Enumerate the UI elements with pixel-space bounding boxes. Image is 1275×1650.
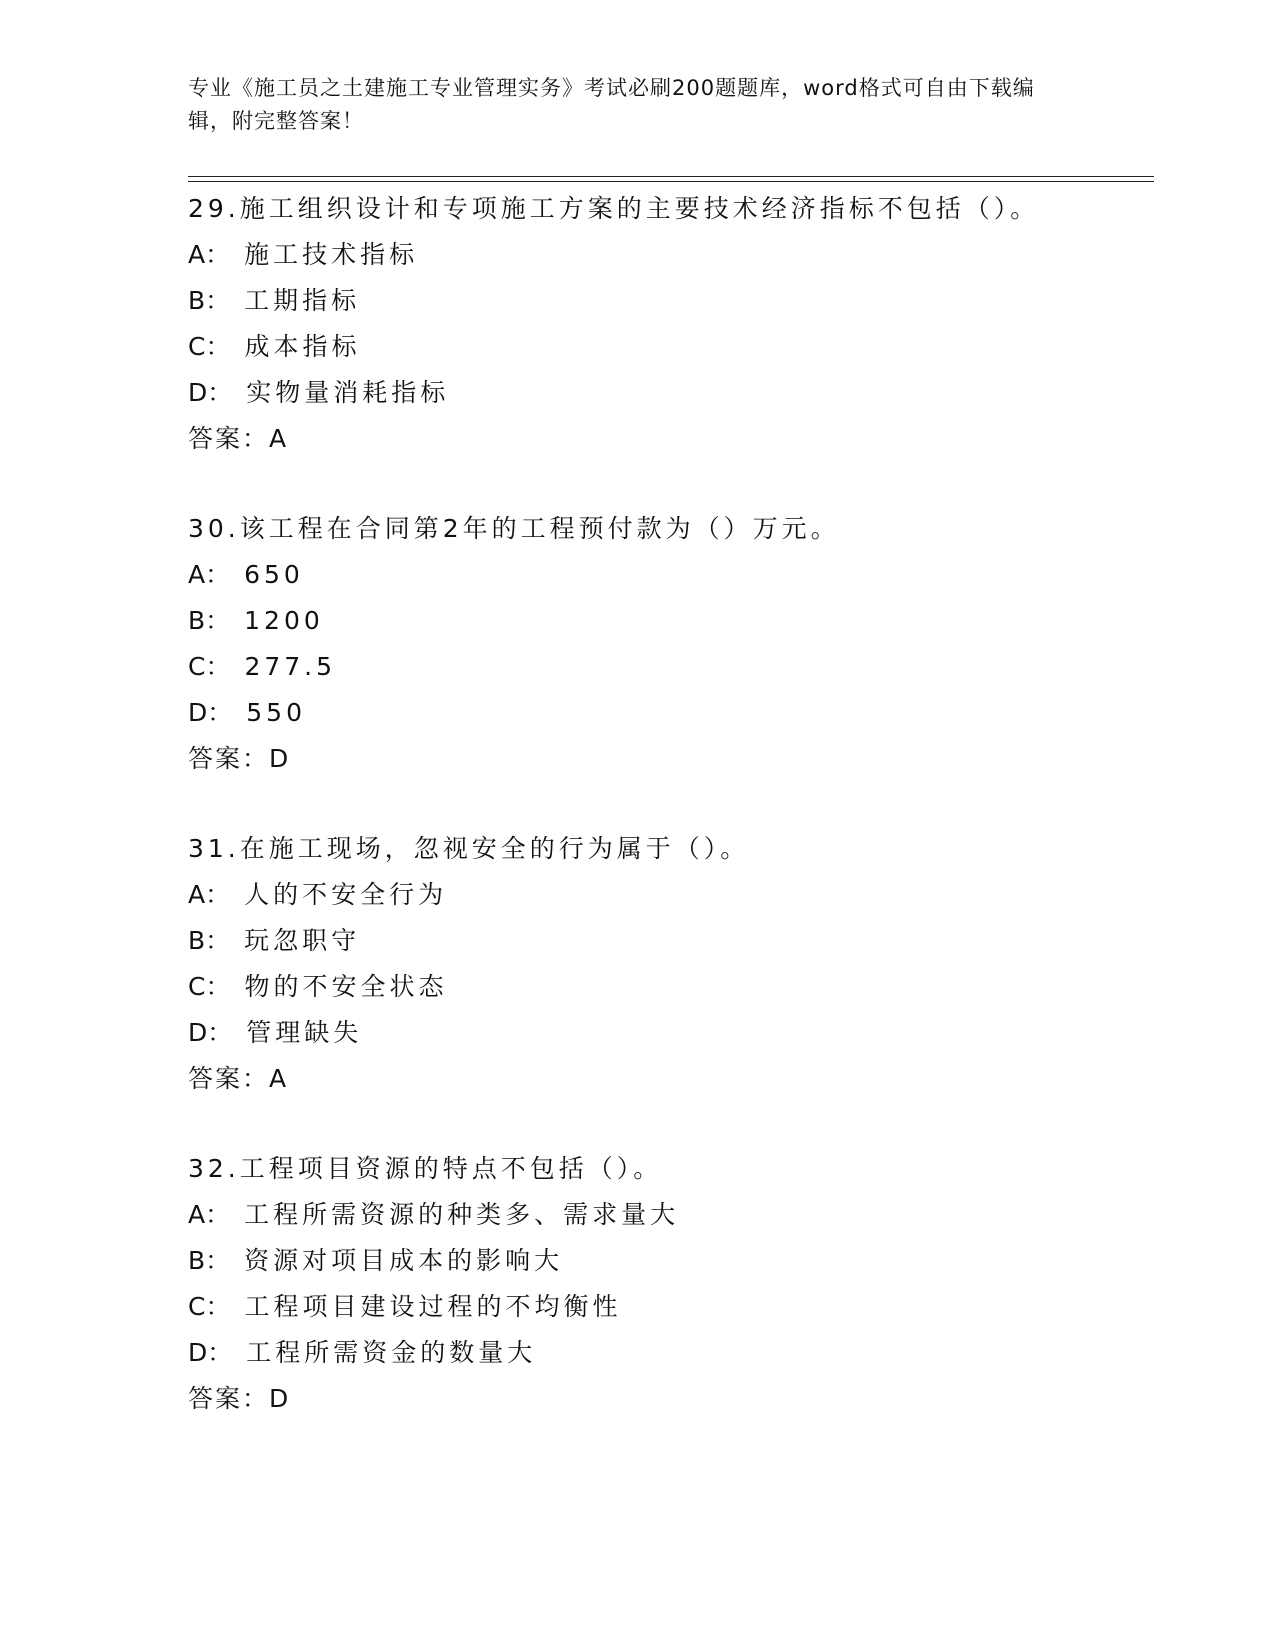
option-c bbox=[188, 324, 1148, 370]
option-text: 实物量消耗指标 bbox=[246, 378, 450, 407]
option-key: D： bbox=[188, 1338, 233, 1367]
option-text: 550 bbox=[246, 698, 306, 727]
option-key: A： bbox=[188, 240, 231, 269]
option-a bbox=[188, 872, 1148, 918]
question-29 bbox=[188, 186, 1148, 462]
option-text: 工期指标 bbox=[244, 286, 361, 315]
option-c bbox=[188, 964, 1148, 1010]
option-key: D： bbox=[188, 378, 233, 407]
question-stem: 31.在施工现场，忽视安全的行为属于（）。 bbox=[188, 834, 750, 863]
option-key: B： bbox=[188, 606, 231, 635]
option-key: B： bbox=[188, 926, 231, 955]
question-31 bbox=[188, 826, 1148, 1102]
question-32 bbox=[188, 1146, 1148, 1422]
option-key: C： bbox=[188, 1292, 231, 1321]
option-text: 650 bbox=[244, 560, 304, 589]
answer: 答案：A bbox=[188, 424, 289, 453]
answer: 答案：A bbox=[188, 1064, 289, 1093]
question-stem: 29.施工组织设计和专项施工方案的主要技术经济指标不包括（）。 bbox=[188, 194, 1040, 223]
option-key: A： bbox=[188, 560, 231, 589]
option-c bbox=[188, 1284, 1148, 1330]
option-b bbox=[188, 598, 1148, 644]
answer: 答案：D bbox=[188, 1384, 291, 1413]
question-stem: 32.工程项目资源的特点不包括（）。 bbox=[188, 1154, 663, 1183]
option-a bbox=[188, 1192, 1148, 1238]
option-text: 277.5 bbox=[244, 652, 337, 681]
option-text: 1200 bbox=[244, 606, 324, 635]
option-text: 玩忽职守 bbox=[244, 926, 361, 955]
option-key: A： bbox=[188, 1200, 231, 1229]
document-header: 专业《施工员之土建施工专业管理实务》考试必刷200题题库，word格式可自由下载编辑，附完整答案！ bbox=[188, 76, 1035, 133]
option-b bbox=[188, 278, 1148, 324]
option-b bbox=[188, 918, 1148, 964]
option-d bbox=[188, 370, 1148, 416]
option-text: 工程所需资源的种类多、需求量大 bbox=[244, 1200, 680, 1229]
header-divider-bottom bbox=[188, 181, 1154, 182]
option-a bbox=[188, 552, 1148, 598]
option-b bbox=[188, 1238, 1148, 1284]
option-key: D： bbox=[188, 1018, 233, 1047]
option-text: 管理缺失 bbox=[246, 1018, 363, 1047]
question-30 bbox=[188, 506, 1148, 782]
question-stem: 30.该工程在合同第2年的工程预付款为（）万元。 bbox=[188, 514, 840, 543]
option-text: 工程所需资金的数量大 bbox=[246, 1338, 537, 1367]
header-divider-top bbox=[188, 176, 1154, 177]
option-key: B： bbox=[188, 286, 231, 315]
option-key: C： bbox=[188, 972, 231, 1001]
option-d bbox=[188, 690, 1148, 736]
option-key: C： bbox=[188, 332, 231, 361]
option-d bbox=[188, 1330, 1148, 1376]
option-text: 工程项目建设过程的不均衡性 bbox=[244, 1292, 622, 1321]
option-d bbox=[188, 1010, 1148, 1056]
option-text: 成本指标 bbox=[244, 332, 361, 361]
option-key: D： bbox=[188, 698, 233, 727]
option-key: B： bbox=[188, 1246, 231, 1275]
option-text: 资源对项目成本的影响大 bbox=[244, 1246, 564, 1275]
answer: 答案：D bbox=[188, 744, 291, 773]
option-key: A： bbox=[188, 880, 231, 909]
option-text: 人的不安全行为 bbox=[244, 880, 448, 909]
option-text: 物的不安全状态 bbox=[244, 972, 448, 1001]
option-key: C： bbox=[188, 652, 231, 681]
option-c bbox=[188, 644, 1148, 690]
option-text: 施工技术指标 bbox=[244, 240, 419, 269]
option-a bbox=[188, 232, 1148, 278]
